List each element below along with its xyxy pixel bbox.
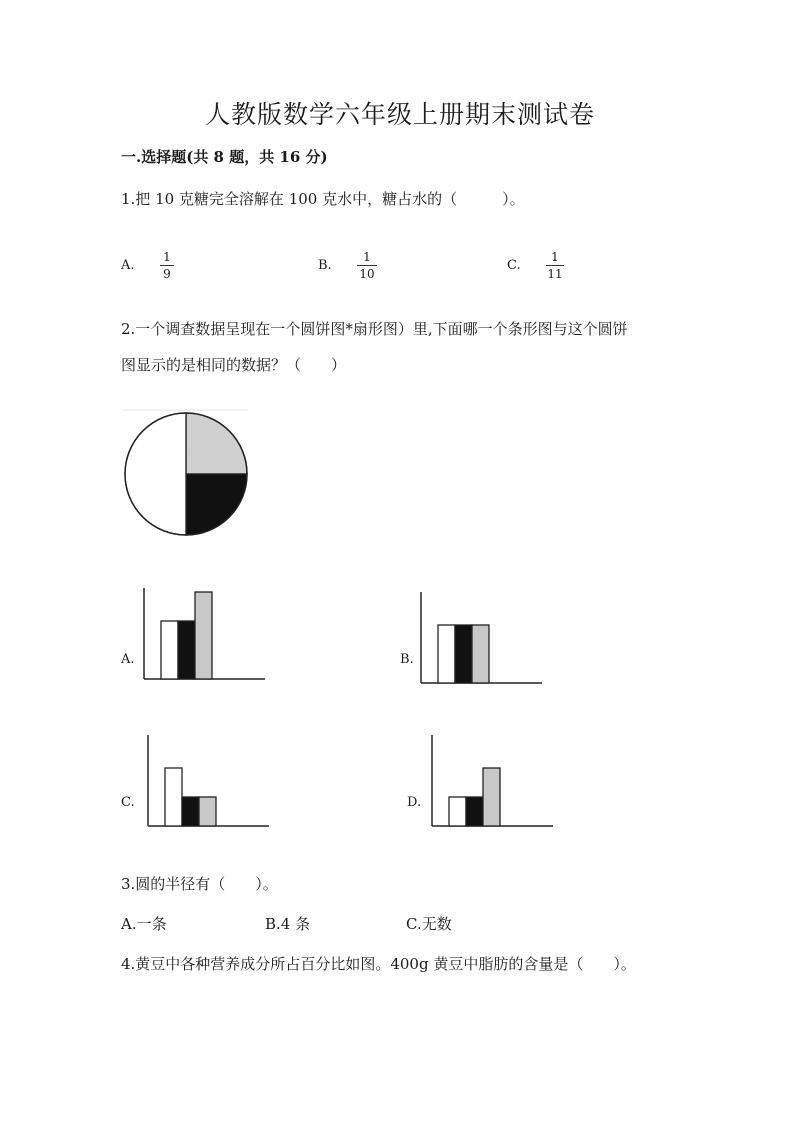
bar-chart-c [147,733,271,829]
bar-3 [472,625,489,683]
bar-2 [178,621,195,679]
question-3-text: 3.圆的半径有（ ）。 [121,875,278,893]
q2-option-b-label: B. [400,652,414,667]
q1-option-c-label: C. [507,258,521,273]
bar-3 [199,797,216,826]
pie-chart [110,400,260,550]
q2-option-a-label: A. [121,652,135,667]
bar-chart-b [420,590,544,686]
bar-1 [438,625,455,683]
bar-1 [165,768,182,826]
q2-option-c-label: C. [121,795,135,810]
q1-option-c-fraction [546,251,564,280]
q1-option-a-label: A. [121,258,135,273]
bar-3 [195,592,212,679]
question-4-text: 4.黄豆中各种营养成分所占百分比如图。400g 黄豆中脂肪的含量是（ ）。 [121,955,636,973]
bar-2 [182,797,199,826]
q3-option-b: B.4 条 [265,915,311,933]
q1-option-a-numerator: 1 [163,250,171,264]
q1-option-a-denominator: 9 [163,267,171,281]
pie-slice-2 [186,474,247,535]
page-title: 人教版数学六年级上册期末测试卷 [204,100,595,129]
q1-option-c-numerator: 1 [551,250,559,264]
pie-slice-3 [125,413,186,535]
q2-option-d-label: D. [407,795,422,810]
bar-1 [161,621,178,679]
pie-slice-1 [186,413,247,474]
q1-option-b-fraction [357,251,377,280]
question-1-text: 1.把 10 克糖完全溶解在 100 克水中，糖占水的（ ）。 [121,190,525,208]
q1-option-b-numerator: 1 [363,250,371,264]
bar-2 [466,797,483,826]
question-2-line-2: 图显示的是相同的数据？（ ） [121,356,347,374]
bar-chart-d [431,733,555,829]
q3-option-a: A.一条 [121,915,167,933]
q1-option-b-label: B. [318,258,332,273]
q1-option-c-denominator: 11 [547,267,563,281]
question-2-line-1: 2.一个调查数据呈现在一个圆饼图*扇形图）里,下面哪一个条形图与这个圆饼 [121,320,628,338]
section-header: 一.选择题(共 8 题，共 16 分) [121,148,328,166]
bar-1 [449,797,466,826]
q1-option-a-fraction [160,251,174,280]
bar-3 [483,768,500,826]
q3-option-c: C.无数 [406,915,452,933]
bar-2 [455,625,472,683]
q1-option-b-denominator: 10 [359,267,375,281]
bar-chart-a [143,586,267,682]
